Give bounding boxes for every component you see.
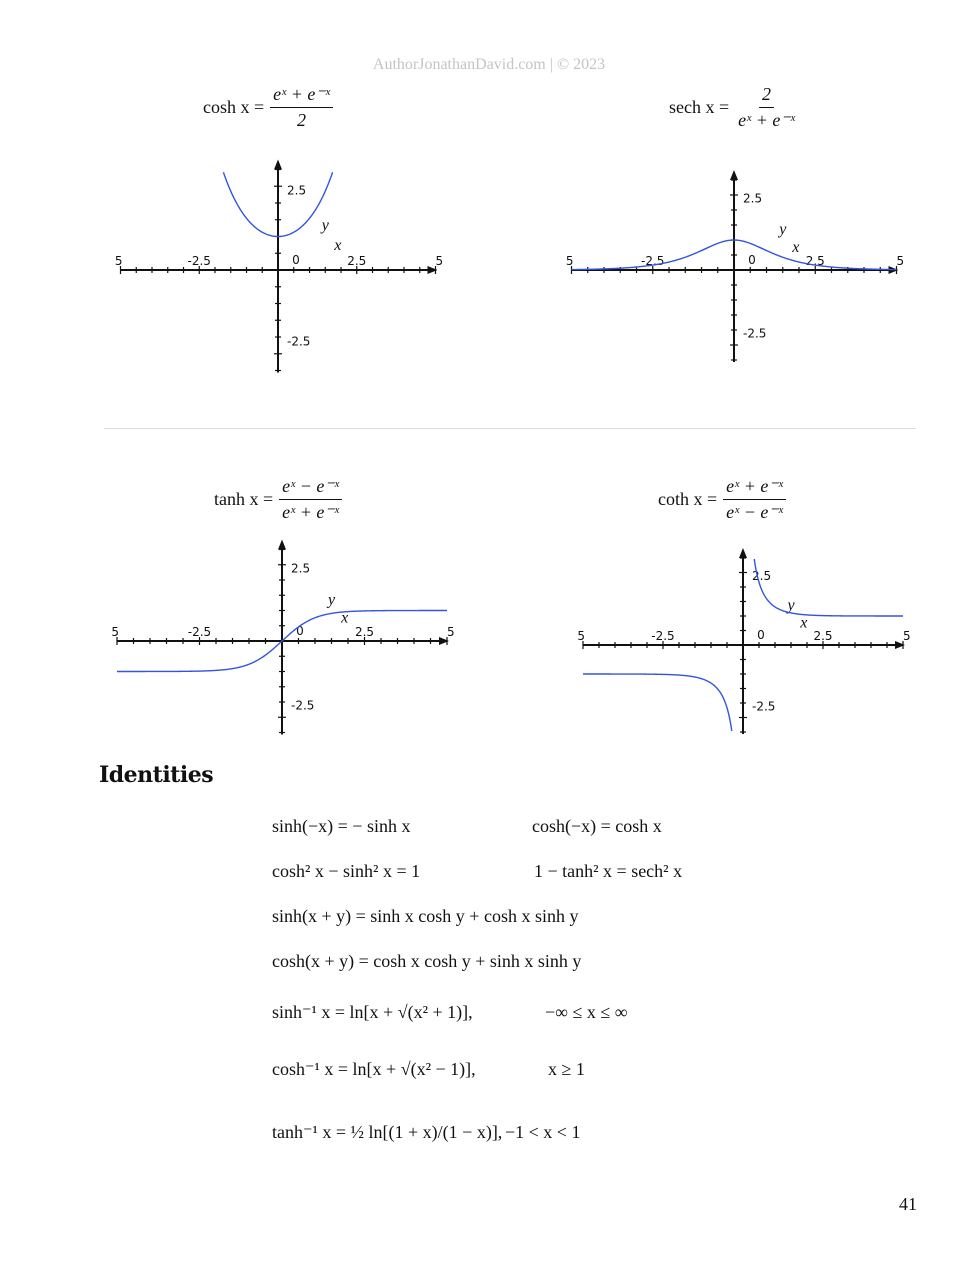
- x-axis-label: x: [792, 239, 800, 256]
- formula-lhs: sech x =: [669, 96, 730, 117]
- x-tick-label: 5: [896, 254, 905, 268]
- y-axis-arrow: [739, 548, 747, 558]
- identity-left: cosh² x − sinh² x = 1: [272, 861, 421, 881]
- y-tick-label: 2.5: [291, 561, 311, 576]
- formula-lhs: coth x =: [658, 488, 718, 509]
- formula-denominator: eˣ + e⁻ˣ: [738, 109, 795, 130]
- identity-left: sinh(−x) = − sinh x: [272, 816, 411, 836]
- x-tick-label: 2.5: [805, 254, 825, 268]
- formula-denominator: eˣ + e⁻ˣ: [282, 501, 339, 522]
- x-tick-label: 2.5: [354, 625, 375, 639]
- x-tick-label: 2.5: [813, 629, 833, 643]
- identity-right: 1 − tanh² x = sech² x: [534, 861, 683, 881]
- formula-numerator: eˣ + e⁻ˣ: [270, 84, 333, 108]
- origin-label: 0: [757, 628, 765, 642]
- watermark: AuthorJonathanDavid.com | © 2023: [372, 56, 606, 73]
- identity-right: x ≥ 1: [548, 1059, 585, 1079]
- x-tick-label: 5: [435, 254, 444, 268]
- function-curve: [583, 674, 732, 731]
- x-axis-label: x: [800, 614, 808, 632]
- x-axis-label: x: [341, 609, 349, 627]
- identity-right: cosh(−x) = cosh x: [532, 816, 662, 836]
- origin-label: 0: [296, 624, 304, 638]
- x-tick-label: 5: [577, 629, 585, 643]
- x-tick-label: -2.5: [187, 254, 211, 268]
- x-tick-label: -2.5: [651, 629, 675, 643]
- x-tick-label: 5: [565, 254, 574, 268]
- formula-numerator: eˣ + e⁻ˣ: [723, 476, 786, 500]
- formula-numerator: eˣ − e⁻ˣ: [279, 476, 342, 500]
- identity-right: −∞ ≤ x ≤ ∞: [545, 1002, 628, 1022]
- y-tick-label: 2.5: [752, 568, 772, 583]
- formula-denominator: 2: [297, 109, 307, 130]
- formula-numerator: 2: [759, 84, 774, 108]
- identity-right: −1 < x < 1: [505, 1122, 581, 1142]
- y-tick-label: -2.5: [291, 698, 315, 713]
- x-tick-label: 5: [111, 625, 119, 639]
- formula-denominator: eˣ − e⁻ˣ: [726, 501, 783, 522]
- identities-heading: Identities: [99, 762, 214, 788]
- formula-lhs: cosh x =: [203, 96, 265, 117]
- x-tick-label: -2.5: [641, 254, 665, 268]
- x-tick-label: 5: [447, 625, 455, 639]
- y-axis-label: y: [779, 221, 787, 238]
- x-tick-label: 5: [114, 254, 123, 268]
- formula-lhs: tanh x =: [214, 488, 274, 509]
- identity-left: cosh⁻¹ x = ln[x + √(x² − 1)],: [272, 1059, 476, 1079]
- identity-left: sinh(x + y) = sinh x cosh y + cosh x sinh y: [272, 906, 579, 926]
- y-tick-label: 2.5: [287, 183, 307, 198]
- y-tick-label: -2.5: [743, 326, 767, 341]
- function-curve: [754, 559, 903, 616]
- x-tick-label: 2.5: [347, 254, 367, 268]
- identity-left: cosh(x + y) = cosh x cosh y + sinh x sinh y: [272, 951, 582, 971]
- x-tick-label: -2.5: [187, 625, 212, 639]
- y-axis-label: y: [327, 591, 336, 609]
- page-number: 41: [899, 1194, 917, 1214]
- y-tick-label: -2.5: [752, 699, 776, 714]
- y-axis-label: y: [321, 216, 329, 234]
- identity-left: tanh⁻¹ x = ½ ln[(1 + x)/(1 − x)],: [272, 1122, 503, 1142]
- origin-label: 0: [748, 253, 756, 267]
- origin-label: 0: [292, 253, 300, 267]
- y-axis-label: y: [787, 597, 795, 615]
- y-tick-label: 2.5: [743, 191, 763, 206]
- x-tick-label: 5: [903, 629, 911, 643]
- x-axis-label: x: [334, 236, 342, 254]
- y-tick-label: -2.5: [287, 334, 311, 349]
- identity-left: sinh⁻¹ x = ln[x + √(x² + 1)],: [272, 1002, 473, 1022]
